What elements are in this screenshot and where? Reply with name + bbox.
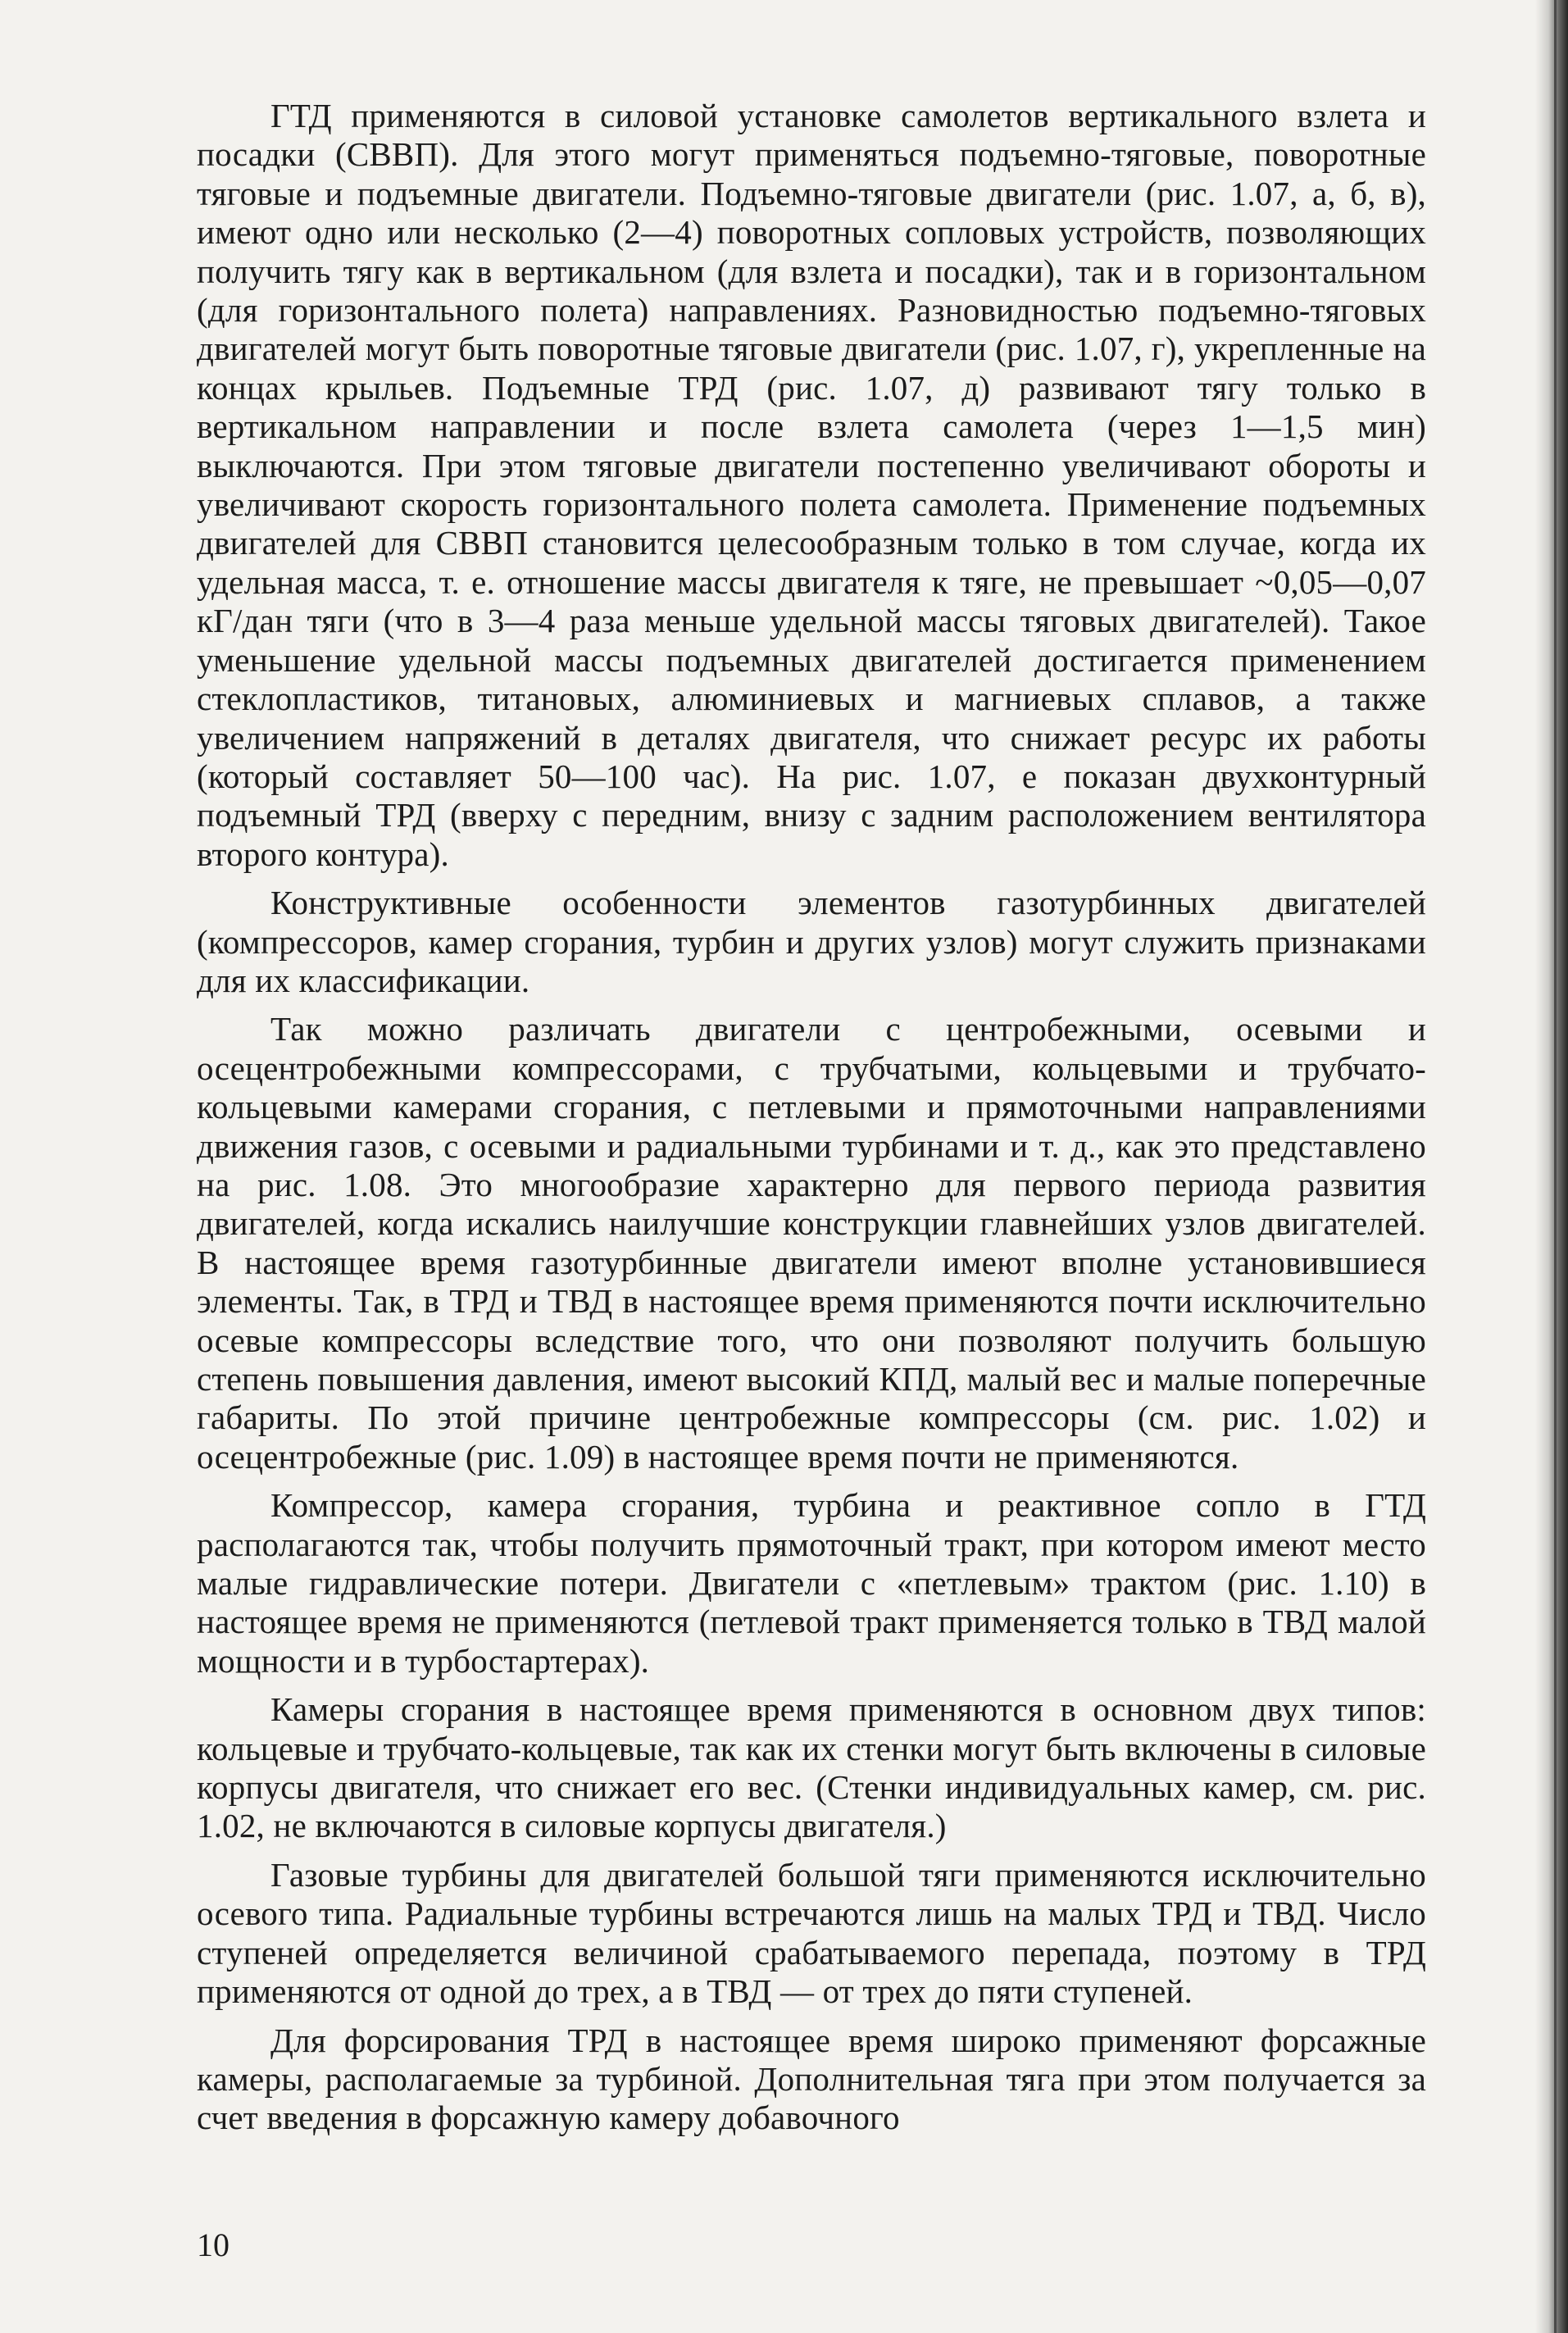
page-number: 10: [197, 2226, 230, 2263]
paragraph-compressor-types: Так можно различать двигатели с центробежными, осевыми и осецентробежными компрессорами, с трубчатыми, кольцевыми и трубчато-кольцевыми камерами сгорания, с петлевыми и прямоточными направлениями движения газов, с осевыми и радиальными турбинами и т. д., как это представлено на рис. 1.08. Это многообразие характерно для первого периода развития двигателей, когда искались наилучшие конструкции главнейших узлов двигателей. В настоящее время газотурбинные двигатели имеют вполне установившиеся элементы. Так, в ТРД и ТВД в настоящее время применяются почти исключительно осевые компрессоры вследствие того, что они позволяют получить большую степень повышения давления, имеют высокий КПД, малый вес и малые поперечные габариты. По этой причине центробежные компрессоры (см. рис. 1.02) и осецентробежные (рис. 1.09) в настоящее время почти не применяются.: [197, 1010, 1426, 1476]
paragraph-design-features: Конструктивные особенности элементов газотурбинных двигателей (компрессоров, камер сгорания, турбин и других узлов) могут служить признаками для их классификации.: [197, 884, 1426, 999]
paragraph-flow-path: Компрессор, камера сгорания, турбина и реактивное сопло в ГТД располагаются так, чтобы получить прямоточный тракт, при котором имеют место малые гидравлические потери. Двигатели с «петлевым» трактом (рис. 1.10) в настоящее время не применяются (петлевой тракт применяется только в ТВД малой мощности и в турбостартерах).: [197, 1486, 1426, 1680]
scan-binding-line: [1554, 0, 1557, 2333]
paragraph-svvp: ГТД применяются в силовой установке самолетов вертикального взлета и посадки (СВВП). Для этого могут применяться подъемно-тяговые, поворотные тяговые и подъемные двигатели. Подъемно-тяговые двигатели (рис. 1.07, а, б, в), имеют одно или несколько (2—4) поворотных сопловых устройств, позволяющих получить тягу как в вертикальном (для взлета и посадки), так и в горизонтальном (для горизонтального полета) направлениях. Разновидностью подъемно-тяговых двигателей могут быть поворотные тяговые двигатели (рис. 1.07, г), укрепленные на концах крыльев. Подъемные ТРД (рис. 1.07, д) развивают тягу только в вертикальном направлении и после взлета самолета (через 1—1,5 мин) выключаются. При этом тяговые двигатели постепенно увеличивают обороты и увеличивают скорость горизонтального полета самолета. Применение подъемных двигателей для СВВП становится целесообразным только в том случае, когда их удельная масса, т. е. отношение массы двигателя к тяге, не превышает ~0,05—0,07 кГ/дан тяги (что в 3—4 раза меньше удельной массы тяговых двигателей). Такое уменьшение удельной массы подъемных двигателей достигается применением стеклопластиков, титановых, алюминиевых и магниевых сплавов, а также увеличением напряжений в деталях двигателя, что снижает ресурс их работы (который составляет 50—100 час). На рис. 1.07, е показан двухконтурный подъемный ТРД (вверху с передним, внизу с задним расположением вентилятора второго контура).: [197, 97, 1426, 873]
paragraph-combustion-chambers: Камеры сгорания в настоящее время применяются в основном двух типов: кольцевые и трубчато-кольцевые, так как их стенки могут быть включены в силовые корпусы двигателя, что снижает его вес. (Стенки индивидуальных камер, см. рис. 1.02, не включаются в силовые корпусы двигателя.): [197, 1690, 1426, 1845]
paragraph-gas-turbines: Газовые турбины для двигателей большой тяги применяются исключительно осевого типа. Радиальные турбины встречаются лишь на малых ТРД и ТВД. Число ступеней определяется величиной срабатываемого перепада, поэтому в ТРД применяются от одной до трех, а в ТВД — от трех до пяти ступеней.: [197, 1855, 1426, 2011]
paragraph-afterburners: Для форсирования ТРД в настоящее время широко применяют форсажные камеры, располагаемые за турбиной. Дополнительная тяга при этом получается за счет введения в форсажную камеру добавочного: [197, 2021, 1426, 2137]
scan-binding-shadow: [1535, 0, 1568, 2333]
body-text: [197, 97, 1426, 2138]
